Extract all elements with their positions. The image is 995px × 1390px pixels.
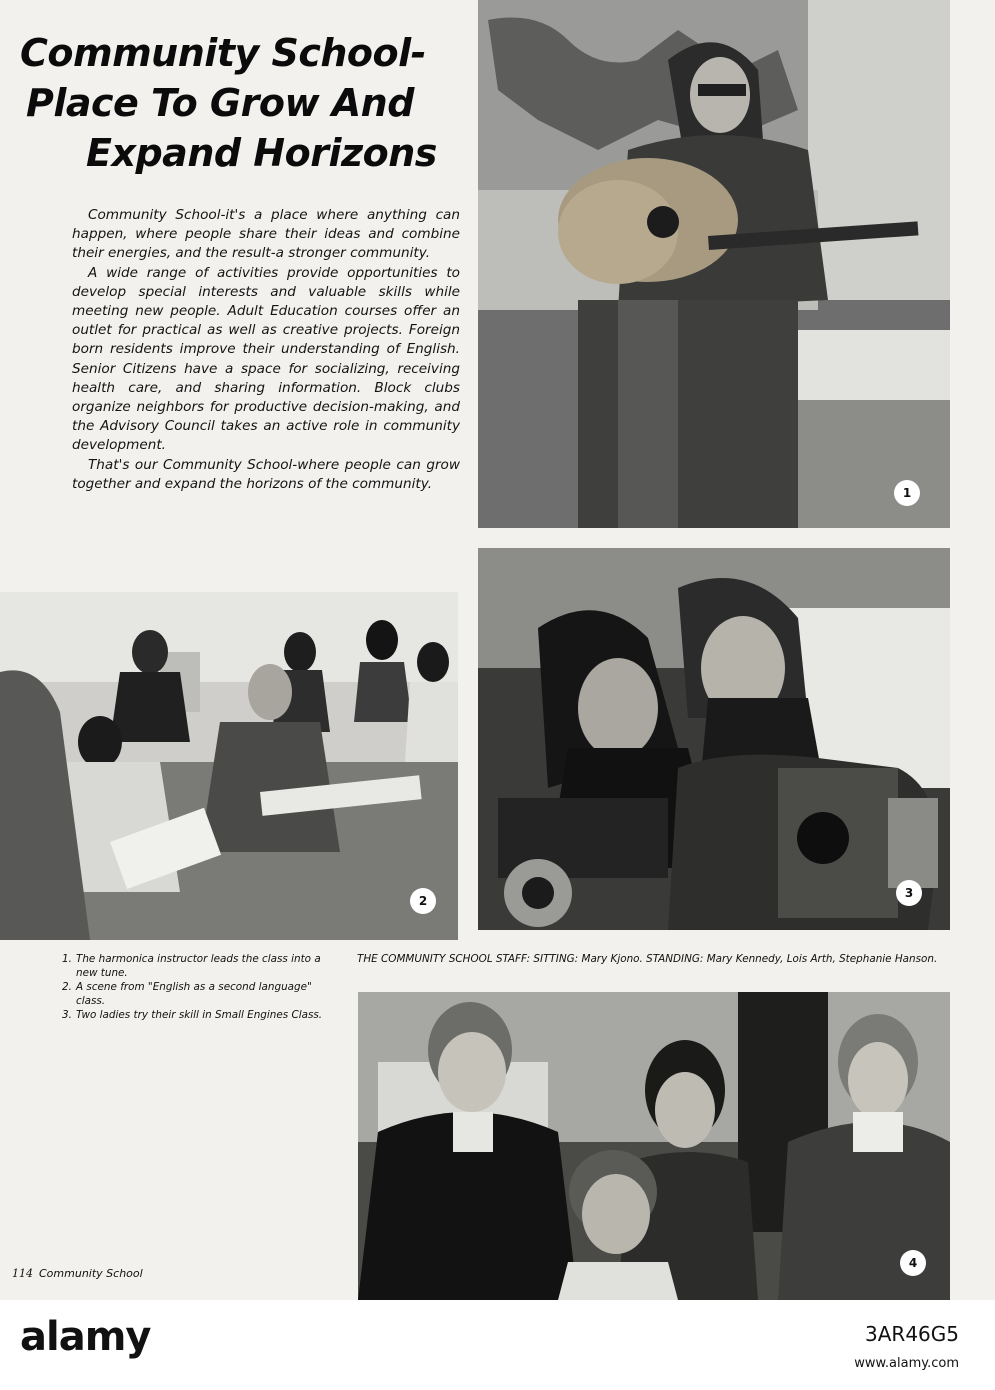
watermark-footer [0, 1300, 995, 1390]
body-paragraph-2: A wide range of activities provide opportunities to develop special interests and valuable skills while meeting new people. Adult Education courses offer an outlet for practical as well as creative projects. Foreign born residents improve their understanding of English. Senior Citizens have a space for socializing, receiving health care, and sharing information. Block clubs organize neighbors for productive decision-making, and the Advisory Council takes an active role in community development. [72, 264, 460, 454]
article-body [72, 206, 460, 494]
image-id: 3AR46G5 [865, 1322, 959, 1346]
caption-number: 3. [62, 1009, 72, 1021]
photo-captions [62, 952, 344, 1022]
caption-text: The harmonica instructor leads the class into a new tune. [76, 953, 321, 979]
body-paragraph-1: Community School-it's a place where anything can happen, where people share their ideas and combine their energies, and the result-a stronger community. [72, 207, 460, 262]
page-number: 114 [12, 1267, 33, 1280]
photo-number-badge-3: 3 [896, 880, 922, 906]
staff-image [358, 992, 950, 1300]
photo-guitarist [478, 0, 950, 528]
caption-text: A scene from "English as a second language" class. [76, 981, 312, 1007]
staff-caption: THE COMMUNITY SCHOOL STAFF: SITTING: Mary Kjono. STANDING: Mary Kennedy, Lois Arth, Stephanie Hanson. [357, 953, 938, 965]
caption-number: 1. [62, 953, 72, 965]
photo-number-badge-4: 4 [900, 1250, 926, 1276]
article-title [20, 28, 465, 178]
title-line-2: Place To Grow And [26, 81, 414, 125]
alamy-logo: alamy [20, 1314, 151, 1360]
photo-staff [358, 992, 950, 1300]
photo-small-engines [478, 548, 950, 930]
caption-item [62, 952, 344, 980]
photo-esl-class [0, 592, 458, 940]
caption-number: 2. [62, 981, 72, 993]
caption-item [62, 980, 344, 1008]
body-paragraph-3: That's our Community School-where people can grow together and expand the horizons of the community. [72, 456, 460, 492]
esl-class-image [0, 592, 458, 940]
page-folio [12, 1267, 143, 1280]
guitarist-image [478, 0, 950, 528]
site-url[interactable]: www.alamy.com [854, 1356, 959, 1371]
photo-number-badge-1: 1 [894, 480, 920, 506]
title-line-1: Community School- [20, 31, 426, 75]
title-line-3: Expand Horizons [86, 131, 437, 175]
caption-text: Two ladies try their skill in Small Engines Class. [76, 1009, 323, 1021]
section-name: Community School [39, 1267, 143, 1280]
small-engines-image [478, 548, 950, 930]
photo-number-badge-2: 2 [410, 888, 436, 914]
caption-item [62, 1008, 344, 1022]
